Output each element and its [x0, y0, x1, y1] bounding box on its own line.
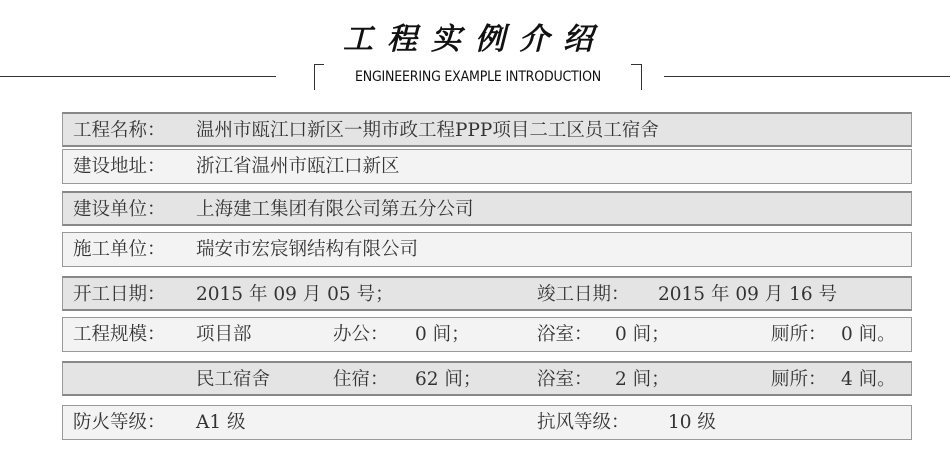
table-row-dates	[62, 276, 912, 311]
toilet-value: 0 间。	[841, 324, 896, 345]
project-name-value: 温州市瓯江口新区一期市政工程PPP项目二工区员工宿舍	[196, 120, 659, 141]
address-value: 浙江省温州市瓯江口新区	[196, 156, 400, 177]
end-date-label: 竣工日期：	[537, 284, 630, 305]
wind-grade-label: 抗风等级：	[537, 412, 630, 433]
table-row-project-name	[62, 112, 912, 147]
dorm-label: 住宿：	[333, 369, 389, 390]
contractor-value: 瑞安市宏宸钢结构有限公司	[196, 239, 419, 260]
dorm-bath-value: 2 间；	[615, 369, 670, 390]
dorm-toilet-value: 4 间。	[841, 369, 896, 390]
office-label: 办公：	[333, 324, 389, 345]
project-name-label: 工程名称：	[73, 120, 166, 141]
fire-grade-label: 防火等级：	[73, 412, 166, 433]
start-date-label: 开工日期：	[73, 284, 166, 305]
table-row-grades	[62, 405, 912, 440]
scale-group-office: 项目部	[196, 324, 252, 345]
scale-group-dorm: 民工宿舍	[196, 369, 271, 390]
project-info-table	[62, 112, 912, 444]
bath-label: 浴室：	[537, 324, 593, 345]
page-subtitle: ENGINEERING EXAMPLE INTRODUCTION	[314, 64, 642, 90]
dorm-bath-label: 浴室：	[537, 369, 593, 390]
toilet-label: 厕所：	[771, 324, 827, 345]
owner-label: 建设单位：	[73, 199, 166, 220]
office-value: 0 间；	[415, 324, 470, 345]
table-row-address	[62, 149, 912, 184]
subtitle-divider-right	[664, 76, 950, 77]
bath-value: 0 间；	[615, 324, 670, 345]
fire-grade-value: A1 级	[196, 412, 246, 433]
start-date-value: 2015 年 09 月 05 号；	[196, 284, 394, 305]
table-row-scale-office	[62, 317, 912, 352]
table-row-contractor	[62, 232, 912, 267]
address-label: 建设地址：	[73, 156, 166, 177]
page-title: 工程实例介绍	[343, 22, 607, 57]
subtitle-divider-left	[0, 76, 276, 77]
scale-label: 工程规模：	[73, 324, 166, 345]
owner-value: 上海建工集团有限公司第五分公司	[196, 199, 474, 220]
dorm-value: 62 间；	[415, 369, 482, 390]
wind-grade-value: 10 级	[668, 412, 716, 433]
dorm-toilet-label: 厕所：	[771, 369, 827, 390]
table-row-scale-dorm	[62, 361, 912, 396]
contractor-label: 施工单位：	[73, 239, 166, 260]
table-row-owner	[62, 191, 912, 226]
end-date-value: 2015 年 09 月 16 号	[658, 284, 838, 305]
